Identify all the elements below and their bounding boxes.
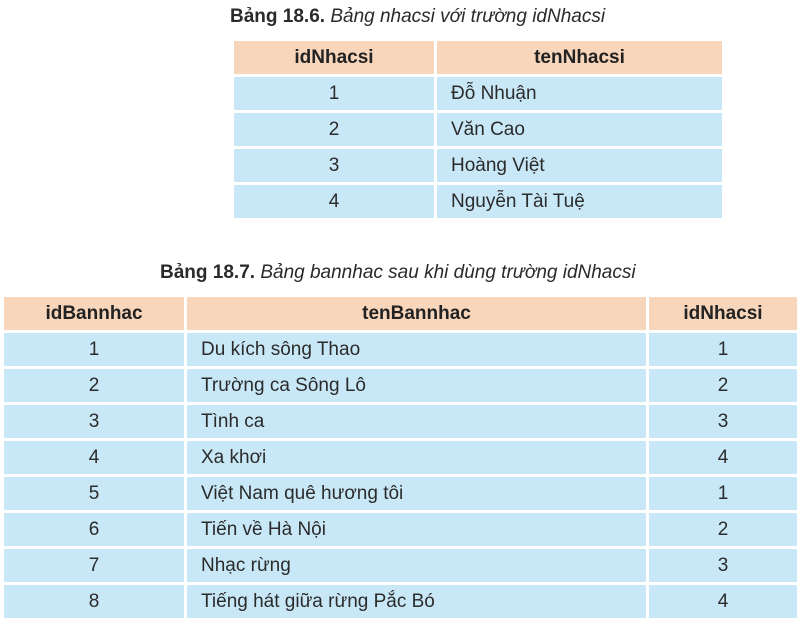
- cell-idbannhac: 2: [4, 369, 184, 402]
- cell-idnhacsi: 3: [234, 149, 434, 182]
- cell-tennhacsi: Văn Cao: [434, 113, 722, 146]
- cell-tennhacsi: Nguyễn Tài Tuệ: [434, 185, 722, 218]
- cell-idnhacsi: 2: [234, 113, 434, 146]
- cell-tennhacsi: Hoàng Việt: [434, 149, 722, 182]
- cell-idnhacsi: 2: [646, 513, 797, 546]
- cell-idbannhac: 6: [4, 513, 184, 546]
- cell-tenbannhac: Du kích sông Thao: [184, 333, 646, 366]
- column-header-tenbannhac: tenBannhac: [184, 297, 646, 330]
- table-row: [4, 513, 797, 546]
- caption-text: Bảng nhacsi với trường idNhacsi: [330, 6, 606, 27]
- table-nhacsi: [234, 38, 722, 221]
- column-header-idbannhac: idBannhac: [4, 297, 184, 330]
- column-header-tennhacsi: tenNhacsi: [434, 41, 722, 74]
- cell-idnhacsi: 4: [646, 441, 797, 474]
- cell-idnhacsi: 1: [646, 477, 797, 510]
- table-row: [4, 405, 797, 438]
- table-row: [4, 369, 797, 402]
- cell-tenbannhac: Nhạc rừng: [184, 549, 646, 582]
- cell-tenbannhac: Việt Nam quê hương tôi: [184, 477, 646, 510]
- cell-tenbannhac: Trường ca Sông Lô: [184, 369, 646, 402]
- column-header-idnhacsi: idNhacsi: [646, 297, 797, 330]
- cell-idbannhac: 7: [4, 549, 184, 582]
- cell-idnhacsi: 2: [646, 369, 797, 402]
- cell-tenbannhac: Tình ca: [184, 405, 646, 438]
- cell-idnhacsi: 3: [646, 549, 797, 582]
- header-row: [4, 297, 797, 330]
- table-row: [4, 477, 797, 510]
- caption-number: Bảng 18.6.: [230, 6, 326, 27]
- table-bannhac: [4, 294, 797, 621]
- column-header-idnhacsi: idNhacsi: [234, 41, 434, 74]
- table-row: [4, 441, 797, 474]
- table-row: [4, 333, 797, 366]
- table-row: [4, 549, 797, 582]
- caption-number: Bảng 18.7.: [160, 262, 256, 283]
- cell-idbannhac: 3: [4, 405, 184, 438]
- table-row: [4, 585, 797, 618]
- cell-idbannhac: 4: [4, 441, 184, 474]
- table-row: [234, 77, 722, 110]
- cell-tennhacsi: Đỗ Nhuận: [434, 77, 722, 110]
- cell-idbannhac: 1: [4, 333, 184, 366]
- cell-idnhacsi: 3: [646, 405, 797, 438]
- header-row: [234, 41, 722, 74]
- cell-tenbannhac: Tiếng hát giữa rừng Pắc Bó: [184, 585, 646, 618]
- table-row: [234, 149, 722, 182]
- cell-idnhacsi: 4: [234, 185, 434, 218]
- cell-idbannhac: 8: [4, 585, 184, 618]
- cell-tenbannhac: Tiến về Hà Nội: [184, 513, 646, 546]
- cell-idnhacsi: 1: [234, 77, 434, 110]
- table-row: [234, 185, 722, 218]
- table-caption-bannhac: [160, 262, 636, 284]
- cell-idnhacsi: 4: [646, 585, 797, 618]
- cell-tenbannhac: Xa khơi: [184, 441, 646, 474]
- cell-idnhacsi: 1: [646, 333, 797, 366]
- caption-text: Bảng bannhac sau khi dùng trường idNhacsi: [260, 262, 636, 283]
- table-caption-nhacsi: [230, 6, 605, 28]
- cell-idbannhac: 5: [4, 477, 184, 510]
- table-row: [234, 113, 722, 146]
